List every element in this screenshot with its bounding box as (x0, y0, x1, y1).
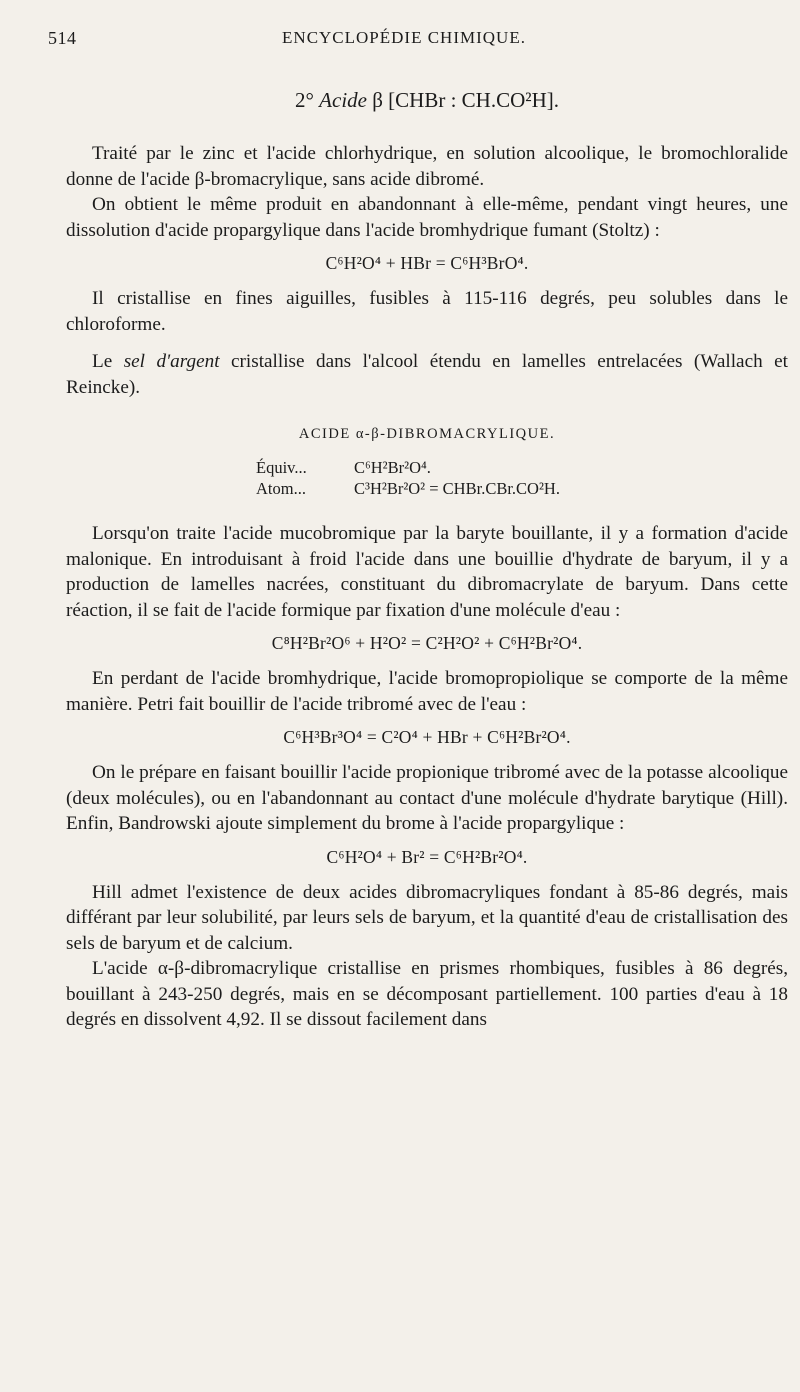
paragraph: En perdant de l'acide bromhydrique, l'acide bromopropiolique se comporte de la même manière. Petri fait bouillir de l'acide tribromé avec de l'eau : (66, 668, 788, 715)
chemical-equation: C⁸H²Br²O⁶ + H²O² = C²H²O² + C⁶H²Br²O⁴. (271, 633, 583, 653)
paragraph-text: cristallise dans l'alcool étendu en lamelles entrelacées (Wallach et Reincke). (66, 351, 788, 398)
paragraph: Traité par le zinc et l'acide chlorhydrique, en solution alcoolique, le bromochloralide donne de l'acide β-bromacrylique, sans acide dibromé. (66, 143, 788, 190)
paragraph: L'acide α-β-dibromacrylique cristallise en prismes rhombiques, fusibles à 86 degrés, bouillant à 243-250 degrés, mais en se décomposant partiellement. 100 parties d'eau à 18 degrés en dissolvent 4,92. Il se dissout facilement dans (66, 958, 788, 1030)
atom-value: C³H²Br²O² = CHBr.CBr.CO²H. (354, 479, 560, 498)
paragraph: Hill admet l'existence de deux acides dibromacryliques fondant à 85-86 degrés, mais différant par leur solubilité, par leurs sels de baryum, et la quantité d'eau de cristallisation des sels de baryum et de calcium. (66, 881, 788, 954)
page-number: 514 (48, 28, 77, 48)
compound-heading: ACIDE α-β-DIBROMACRYLIQUE. (298, 426, 556, 442)
section-number: 2° (295, 88, 314, 112)
italic-term: sel d'argent (123, 351, 220, 372)
section-title (66, 88, 788, 113)
section-word: Acide (319, 88, 367, 112)
page-header (48, 28, 760, 54)
chemical-equation: C⁶H³Br³O⁴ = C²O⁴ + HBr + C⁶H²Br²O⁴. (283, 727, 571, 747)
paragraph: Il cristallise en fines aiguilles, fusibles à 115-116 degrés, peu solubles dans le chloroforme. (66, 288, 788, 335)
equiv-label: Équiv... (256, 458, 307, 477)
atom-line (256, 478, 788, 499)
formula-block (66, 457, 788, 499)
chemical-equation: C⁶H²O⁴ + HBr = C⁶H³BrO⁴. (325, 253, 529, 273)
running-title: ENCYCLOPÉDIE CHIMIQUE. (282, 28, 526, 47)
paragraph: Lorsqu'on traite l'acide mucobromique par la baryte bouillante, il y a formation d'acide malonique. En introduisant à froid l'acide dans une bouillie d'hydrate de baryum, il y a production de lamelles nacrées, constituant du dibromacrylate de baryum. Dans cette réaction, il se fait de l'acide formique par fixation d'une molécule d'eau : (66, 523, 788, 621)
chemical-equation: C⁶H²O⁴ + Br² = C⁶H²Br²O⁴. (326, 846, 528, 867)
equiv-value: C⁶H²Br²O⁴. (354, 458, 431, 477)
equiv-line (256, 457, 788, 478)
spacer (66, 337, 788, 349)
section-formula: [CHBr : CH.CO²H]. (388, 88, 559, 112)
section-beta: β (372, 88, 383, 112)
paragraph-text: Le (92, 351, 124, 372)
paragraph (66, 349, 788, 400)
paragraph: On le prépare en faisant bouillir l'acide propionique tribromé avec de la potasse alcoolique (deux molécules), ou en l'abandonnant au contact d'une molécule d'hydrate barytique (Hill). Enfin, Bandrowski ajoute simplement du brome à l'acide propargylique : (66, 762, 788, 834)
page-body (66, 88, 788, 1033)
paragraph: On obtient le même produit en abandonnant à elle-même, pendant vingt heures, une dissolution d'acide propargylique dans l'acide bromhydrique fumant (Stoltz) : (66, 194, 788, 241)
atom-label: Atom... (256, 479, 306, 498)
